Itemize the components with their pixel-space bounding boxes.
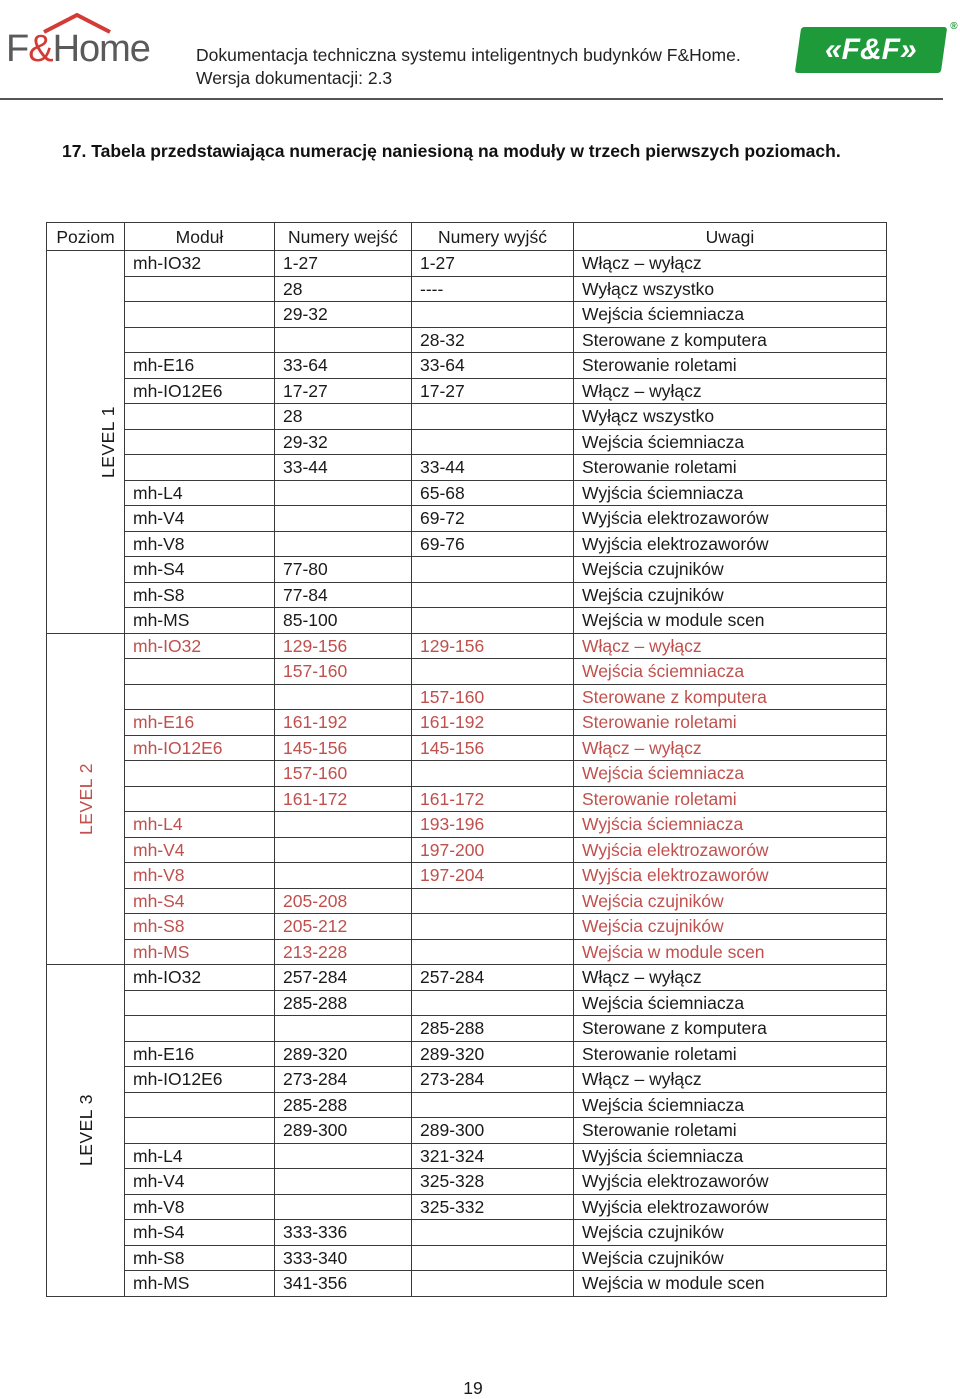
module-cell: mh-S4 bbox=[125, 557, 275, 583]
module-cell bbox=[125, 455, 275, 481]
module-cell: mh-V8 bbox=[125, 1194, 275, 1220]
notes-cell: Wyjścia elektrozaworów bbox=[574, 1169, 887, 1195]
table-row bbox=[47, 1220, 887, 1246]
outputs-cell bbox=[412, 302, 574, 328]
outputs-cell bbox=[412, 888, 574, 914]
outputs-cell: 145-156 bbox=[412, 735, 574, 761]
notes-cell: Wyjścia elektrozaworów bbox=[574, 506, 887, 532]
inputs-cell bbox=[275, 531, 412, 557]
table-row bbox=[47, 786, 887, 812]
fhome-logo bbox=[6, 12, 158, 68]
notes-cell: Włącz – wyłącz bbox=[574, 735, 887, 761]
table-row bbox=[47, 531, 887, 557]
notes-cell: Wejścia w module scen bbox=[574, 1271, 887, 1297]
outputs-cell bbox=[412, 582, 574, 608]
header-title: Dokumentacja techniczna systemu inteligentnych budynków F&Home. bbox=[196, 45, 741, 65]
outputs-cell bbox=[412, 1271, 574, 1297]
outputs-cell: 321-324 bbox=[412, 1143, 574, 1169]
inputs-cell: 257-284 bbox=[275, 965, 412, 991]
module-cell bbox=[125, 302, 275, 328]
table-row bbox=[47, 1016, 887, 1042]
header-uwagi: Uwagi bbox=[574, 223, 887, 251]
header-modul: Moduł bbox=[125, 223, 275, 251]
notes-cell: Wyjścia elektrozaworów bbox=[574, 531, 887, 557]
module-cell bbox=[125, 404, 275, 430]
inputs-cell: 17-27 bbox=[275, 378, 412, 404]
notes-cell: Włącz – wyłącz bbox=[574, 633, 887, 659]
notes-cell: Wyjścia ściemniacza bbox=[574, 1143, 887, 1169]
inputs-cell: 29-32 bbox=[275, 302, 412, 328]
table-row bbox=[47, 1169, 887, 1195]
inputs-cell bbox=[275, 1194, 412, 1220]
table-row bbox=[47, 837, 887, 863]
inputs-cell: 28 bbox=[275, 404, 412, 430]
inputs-cell: 161-192 bbox=[275, 710, 412, 736]
outputs-cell: 33-44 bbox=[412, 455, 574, 481]
notes-cell: Sterowane z komputera bbox=[574, 1016, 887, 1042]
module-cell: mh-S4 bbox=[125, 888, 275, 914]
notes-cell: Wejścia ściemniacza bbox=[574, 429, 887, 455]
notes-cell: Wejścia czujników bbox=[574, 888, 887, 914]
inputs-cell bbox=[275, 327, 412, 353]
notes-cell: Wejścia ściemniacza bbox=[574, 1092, 887, 1118]
module-cell: mh-IO32 bbox=[125, 251, 275, 277]
notes-cell: Sterowanie roletami bbox=[574, 1118, 887, 1144]
module-cell: mh-E16 bbox=[125, 710, 275, 736]
table-row bbox=[47, 506, 887, 532]
inputs-cell: 129-156 bbox=[275, 633, 412, 659]
inputs-cell: 33-44 bbox=[275, 455, 412, 481]
inputs-cell bbox=[275, 812, 412, 838]
notes-cell: Wyłącz wszystko bbox=[574, 276, 887, 302]
module-cell: mh-S8 bbox=[125, 1245, 275, 1271]
table-row bbox=[47, 888, 887, 914]
table-row bbox=[47, 404, 887, 430]
outputs-cell: 69-76 bbox=[412, 531, 574, 557]
outputs-cell: 197-204 bbox=[412, 863, 574, 889]
table-row bbox=[47, 1194, 887, 1220]
outputs-cell bbox=[412, 1220, 574, 1246]
table-row bbox=[47, 557, 887, 583]
table-row bbox=[47, 276, 887, 302]
notes-cell: Wejścia czujników bbox=[574, 582, 887, 608]
inputs-cell: 285-288 bbox=[275, 990, 412, 1016]
inputs-cell: 333-336 bbox=[275, 1220, 412, 1246]
outputs-cell: 28-32 bbox=[412, 327, 574, 353]
notes-cell: Wyjścia ściemniacza bbox=[574, 480, 887, 506]
inputs-cell bbox=[275, 1143, 412, 1169]
outputs-cell: 289-320 bbox=[412, 1041, 574, 1067]
document-header bbox=[196, 44, 741, 90]
module-cell: mh-S8 bbox=[125, 914, 275, 940]
table-row bbox=[47, 735, 887, 761]
inputs-cell: 29-32 bbox=[275, 429, 412, 455]
inputs-cell: 1-27 bbox=[275, 251, 412, 277]
outputs-cell: 33-64 bbox=[412, 353, 574, 379]
table-row bbox=[47, 353, 887, 379]
table-row bbox=[47, 1041, 887, 1067]
notes-cell: Wyłącz wszystko bbox=[574, 404, 887, 430]
notes-cell: Wejścia czujników bbox=[574, 1245, 887, 1271]
table-row bbox=[47, 1092, 887, 1118]
outputs-cell: 273-284 bbox=[412, 1067, 574, 1093]
fhome-logo-text: F&Home bbox=[6, 28, 150, 70]
notes-cell: Włącz – wyłącz bbox=[574, 965, 887, 991]
outputs-cell: 129-156 bbox=[412, 633, 574, 659]
module-cell bbox=[125, 276, 275, 302]
outputs-cell: 161-172 bbox=[412, 786, 574, 812]
notes-cell: Wejścia czujników bbox=[574, 557, 887, 583]
outputs-cell bbox=[412, 914, 574, 940]
header-poziom: Poziom bbox=[47, 223, 125, 251]
level-cell bbox=[47, 633, 125, 965]
outputs-cell bbox=[412, 404, 574, 430]
module-cell bbox=[125, 1092, 275, 1118]
outputs-cell bbox=[412, 939, 574, 965]
module-cell: mh-L4 bbox=[125, 812, 275, 838]
notes-cell: Wejścia ściemniacza bbox=[574, 659, 887, 685]
module-cell: mh-MS bbox=[125, 1271, 275, 1297]
inputs-cell: 145-156 bbox=[275, 735, 412, 761]
module-cell: mh-L4 bbox=[125, 1143, 275, 1169]
outputs-cell: ---- bbox=[412, 276, 574, 302]
inputs-cell bbox=[275, 837, 412, 863]
inputs-cell: 33-64 bbox=[275, 353, 412, 379]
outputs-cell: 197-200 bbox=[412, 837, 574, 863]
outputs-cell: 289-300 bbox=[412, 1118, 574, 1144]
module-cell: mh-V8 bbox=[125, 531, 275, 557]
table-row bbox=[47, 990, 887, 1016]
outputs-cell: 69-72 bbox=[412, 506, 574, 532]
table-row bbox=[47, 1143, 887, 1169]
notes-cell: Wyjścia elektrozaworów bbox=[574, 1194, 887, 1220]
level-label: LEVEL 1 bbox=[97, 405, 118, 478]
outputs-cell bbox=[412, 761, 574, 787]
ff-logo-text: «F&F» bbox=[825, 33, 917, 66]
table-row bbox=[47, 1271, 887, 1297]
table-row bbox=[47, 1067, 887, 1093]
notes-cell: Wyjścia elektrozaworów bbox=[574, 863, 887, 889]
notes-cell: Wejścia ściemniacza bbox=[574, 990, 887, 1016]
table-row bbox=[47, 1245, 887, 1271]
inputs-cell: 28 bbox=[275, 276, 412, 302]
module-cell: mh-IO12E6 bbox=[125, 378, 275, 404]
inputs-cell: 333-340 bbox=[275, 1245, 412, 1271]
module-cell: mh-IO32 bbox=[125, 633, 275, 659]
table-row bbox=[47, 1118, 887, 1144]
outputs-cell: 17-27 bbox=[412, 378, 574, 404]
inputs-cell: 341-356 bbox=[275, 1271, 412, 1297]
outputs-cell: 65-68 bbox=[412, 480, 574, 506]
module-cell bbox=[125, 659, 275, 685]
table-row bbox=[47, 863, 887, 889]
module-cell bbox=[125, 429, 275, 455]
header-divider bbox=[0, 98, 943, 100]
outputs-cell: 1-27 bbox=[412, 251, 574, 277]
outputs-cell bbox=[412, 1245, 574, 1271]
module-cell: mh-V8 bbox=[125, 863, 275, 889]
outputs-cell bbox=[412, 429, 574, 455]
inputs-cell: 157-160 bbox=[275, 761, 412, 787]
outputs-cell: 161-192 bbox=[412, 710, 574, 736]
ff-logo bbox=[795, 21, 958, 73]
module-cell: mh-MS bbox=[125, 608, 275, 634]
inputs-cell bbox=[275, 684, 412, 710]
level-label: LEVEL 2 bbox=[75, 762, 96, 835]
notes-cell: Wejścia ściemniacza bbox=[574, 761, 887, 787]
inputs-cell bbox=[275, 480, 412, 506]
inputs-cell: 85-100 bbox=[275, 608, 412, 634]
module-cell: mh-IO32 bbox=[125, 965, 275, 991]
notes-cell: Wejścia czujników bbox=[574, 914, 887, 940]
notes-cell: Wyjścia elektrozaworów bbox=[574, 837, 887, 863]
module-cell bbox=[125, 684, 275, 710]
outputs-cell: 193-196 bbox=[412, 812, 574, 838]
outputs-cell: 157-160 bbox=[412, 684, 574, 710]
header-version: Wersja dokumentacji: 2.3 bbox=[196, 68, 393, 88]
outputs-cell: 325-328 bbox=[412, 1169, 574, 1195]
module-cell bbox=[125, 786, 275, 812]
inputs-cell: 273-284 bbox=[275, 1067, 412, 1093]
table-row bbox=[47, 429, 887, 455]
outputs-cell bbox=[412, 1092, 574, 1118]
inputs-cell: 213-228 bbox=[275, 939, 412, 965]
inputs-cell bbox=[275, 506, 412, 532]
table-row bbox=[47, 939, 887, 965]
module-cell bbox=[125, 327, 275, 353]
module-cell: mh-IO12E6 bbox=[125, 735, 275, 761]
inputs-cell: 289-300 bbox=[275, 1118, 412, 1144]
table-row bbox=[47, 582, 887, 608]
notes-cell: Sterowanie roletami bbox=[574, 710, 887, 736]
outputs-cell bbox=[412, 557, 574, 583]
module-cell: mh-E16 bbox=[125, 1041, 275, 1067]
level-cell bbox=[47, 965, 125, 1297]
notes-cell: Wejścia w module scen bbox=[574, 939, 887, 965]
inputs-cell bbox=[275, 1016, 412, 1042]
header-numery-wyjsc: Numery wyjść bbox=[412, 223, 574, 251]
outputs-cell: 257-284 bbox=[412, 965, 574, 991]
module-cell: mh-V4 bbox=[125, 1169, 275, 1195]
page-number: 19 bbox=[463, 1378, 483, 1398]
module-cell: mh-S4 bbox=[125, 1220, 275, 1246]
table-row bbox=[47, 455, 887, 481]
section-title: 17. Tabela przedstawiająca numerację naniesioną na moduły w trzech pierwszych poziomach. bbox=[62, 141, 841, 161]
notes-cell: Wejścia ściemniacza bbox=[574, 302, 887, 328]
module-cell bbox=[125, 990, 275, 1016]
inputs-cell: 157-160 bbox=[275, 659, 412, 685]
module-cell: mh-IO12E6 bbox=[125, 1067, 275, 1093]
inputs-cell: 205-212 bbox=[275, 914, 412, 940]
notes-cell: Sterowane z komputera bbox=[574, 684, 887, 710]
notes-cell: Wejścia w module scen bbox=[574, 608, 887, 634]
level-cell bbox=[47, 251, 125, 634]
module-cell: mh-MS bbox=[125, 939, 275, 965]
table-row bbox=[47, 710, 887, 736]
outputs-cell: 325-332 bbox=[412, 1194, 574, 1220]
module-cell: mh-V4 bbox=[125, 837, 275, 863]
notes-cell: Włącz – wyłącz bbox=[574, 378, 887, 404]
outputs-cell bbox=[412, 608, 574, 634]
table-row bbox=[47, 302, 887, 328]
notes-cell: Sterowanie roletami bbox=[574, 455, 887, 481]
notes-cell: Sterowanie roletami bbox=[574, 786, 887, 812]
outputs-cell: 285-288 bbox=[412, 1016, 574, 1042]
inputs-cell: 205-208 bbox=[275, 888, 412, 914]
table-row bbox=[47, 480, 887, 506]
inputs-cell: 161-172 bbox=[275, 786, 412, 812]
module-cell: mh-L4 bbox=[125, 480, 275, 506]
table-row bbox=[47, 659, 887, 685]
inputs-cell: 77-84 bbox=[275, 582, 412, 608]
notes-cell: Wejścia czujników bbox=[574, 1220, 887, 1246]
module-cell: mh-E16 bbox=[125, 353, 275, 379]
notes-cell: Wyjścia ściemniacza bbox=[574, 812, 887, 838]
module-cell: mh-S8 bbox=[125, 582, 275, 608]
module-cell bbox=[125, 761, 275, 787]
table-row bbox=[47, 914, 887, 940]
inputs-cell bbox=[275, 1169, 412, 1195]
inputs-cell: 289-320 bbox=[275, 1041, 412, 1067]
notes-cell: Sterowane z komputera bbox=[574, 327, 887, 353]
level-label: LEVEL 3 bbox=[75, 1094, 96, 1167]
module-numbering-table bbox=[46, 222, 887, 1297]
inputs-cell: 285-288 bbox=[275, 1092, 412, 1118]
table-row bbox=[47, 965, 887, 991]
module-cell bbox=[125, 1016, 275, 1042]
registered-mark: ® bbox=[949, 21, 958, 32]
notes-cell: Włącz – wyłącz bbox=[574, 251, 887, 277]
inputs-cell bbox=[275, 863, 412, 889]
notes-cell: Sterowanie roletami bbox=[574, 1041, 887, 1067]
table-row bbox=[47, 812, 887, 838]
table-row bbox=[47, 684, 887, 710]
table-row bbox=[47, 608, 887, 634]
inputs-cell: 77-80 bbox=[275, 557, 412, 583]
table-header-row bbox=[47, 223, 887, 251]
notes-cell: Sterowanie roletami bbox=[574, 353, 887, 379]
header-numery-wejsc: Numery wejść bbox=[275, 223, 412, 251]
table-row bbox=[47, 378, 887, 404]
table-row bbox=[47, 761, 887, 787]
module-cell: mh-V4 bbox=[125, 506, 275, 532]
module-cell bbox=[125, 1118, 275, 1144]
outputs-cell bbox=[412, 659, 574, 685]
table-row bbox=[47, 327, 887, 353]
outputs-cell bbox=[412, 990, 574, 1016]
table-row bbox=[47, 251, 887, 277]
table-row bbox=[47, 633, 887, 659]
notes-cell: Włącz – wyłącz bbox=[574, 1067, 887, 1093]
